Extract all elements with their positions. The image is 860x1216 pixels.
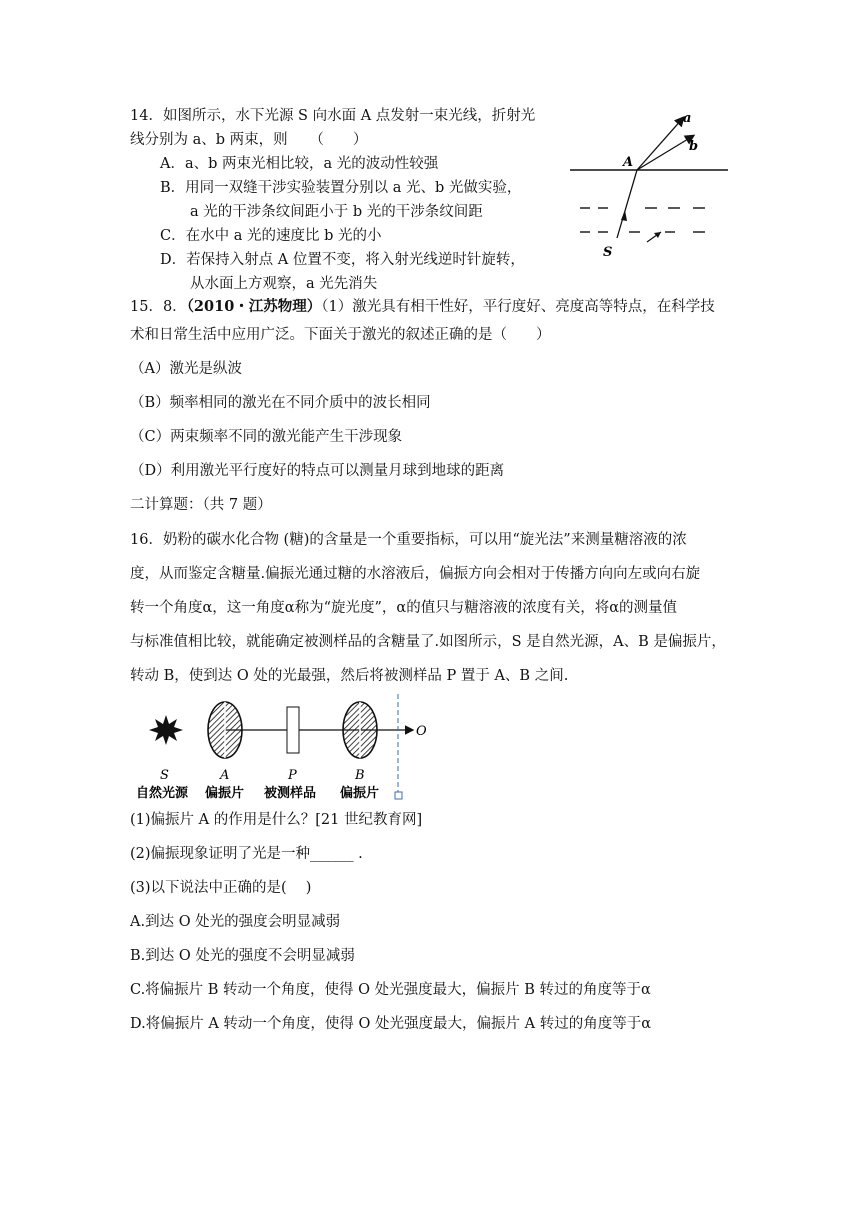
q14-stem-line2: 线分别为 a、b 两束，则 （ ） [130,132,368,148]
sample-icon [287,707,299,753]
light-source-icon [149,715,183,745]
q15-option-c: （C）两束频率不同的激光能产生干涉现象 [130,429,403,445]
q16-line4: 与标准值相比较，就能确定被测样品的含糖量了.如图所示，S 是自然光源，A、B 是偏振片， [130,634,726,650]
q15-stem-rest: （1）激光具有相干性好，平行度好、亮度高等特点，在科学技 [321,299,715,315]
label-B: B [355,768,365,783]
label-A: A [220,768,230,783]
incident-ray [617,170,637,238]
polarizer-b-icon [343,702,377,758]
caption-polarizer-a: 偏振片 [205,786,245,801]
q16-option-d: D.将偏振片 A 转动一个角度，使得 O 处光强度最大，偏振片 A 转过的角度等于α [130,1016,651,1032]
polarizer-a-icon [208,702,242,758]
q16-option-b: B.到达 O 处光的强度不会明显减弱 [130,948,355,964]
label-S: S [160,768,169,783]
caption-sample: 被测样品 [264,786,317,801]
label-A: A [623,155,634,170]
q15-number: 15．8． [130,299,187,315]
q15-option-b: （B）频率相同的激光在不同介质中的波长相同 [130,395,431,411]
q16-line1: 16．奶粉的碳水化合物 (糖)的含量是一个重要指标，可以用“旋光法”来测量糖溶液的浓 [130,532,687,548]
label-S: S [603,245,613,260]
q16-line5: 转动 B，使到达 O 处的光最强，然后将被测样品 P 置于 A、B 之间. [130,668,569,684]
label-a: a [683,111,692,126]
q16-option-c: C.将偏振片 B 转动一个角度，使得 O 处光强度最大，偏振片 B 转过的角度等于α [130,982,651,998]
q16-sub3: (3)以下说法中正确的是( ) [130,880,312,896]
caption-polarizer-b: 偏振片 [340,786,380,801]
q16-sub2: (2)偏振现象证明了光是一种______ . [130,846,363,862]
q14-stem-line1: 14．如图所示，水下光源 S 向水面 A 点发射一束光线，折射光 [130,108,536,124]
label-O: O [416,724,427,739]
ray-b [637,136,693,170]
q15-option-d: （D）利用激光平行度好的特点可以测量月球到地球的距离 [130,463,505,479]
q15-source: （2010・江苏物理） [186,298,322,315]
q14-option-a: A．a、b 两束光相比较，a 光的波动性较强 [160,156,439,172]
incident-ray-arrow [621,210,627,221]
q16-line3: 转一个角度α，这一角度α称为“旋光度”，α的值只与糖溶液的浓度有关，将α的测量值 [130,600,677,616]
water-dashes [580,208,705,232]
q15-option-a: （A）激光是纵波 [130,361,242,377]
q14-option-d-cont: 从水面上方观察，a 光先消失 [190,276,378,292]
refraction-diagram [565,108,735,268]
section-heading: 二计算题：（共 7 题） [130,497,272,513]
q14-option-b-cont: a 光的干涉条纹间距小于 b 光的干涉条纹间距 [190,204,483,220]
caption-light-source: 自然光源 [136,786,189,801]
label-P: P [288,768,297,783]
q16-option-a: A.到达 O 处光的强度会明显减弱 [130,914,341,930]
q16-line2: 度，从而鉴定含糖量.偏振光通过糖的水溶液后，偏振方向会相对于传播方向向左或向右旋 [130,566,701,582]
ray-a [637,118,683,170]
q14-option-d: D．若保持入射点 A 位置不变，将入射光线逆时针旋转， [160,252,525,268]
q15-stem-line2: 术和日常生活中应用广泛。下面关于激光的叙述正确的是（ ） [130,327,551,343]
q15-stem-line1 [130,297,715,317]
q14-option-c: C．在水中 a 光的速度比 b 光的小 [160,228,382,244]
polarization-diagram [128,690,438,805]
q14-option-b: B．用同一双缝干涉实验装置分别以 a 光、b 光做实验， [160,180,522,196]
q16-sub1: (1)偏振片 A 的作用是什么？[21 世纪教育网] [130,812,423,828]
anchor-box-icon [395,792,402,799]
label-b: b [689,139,699,154]
